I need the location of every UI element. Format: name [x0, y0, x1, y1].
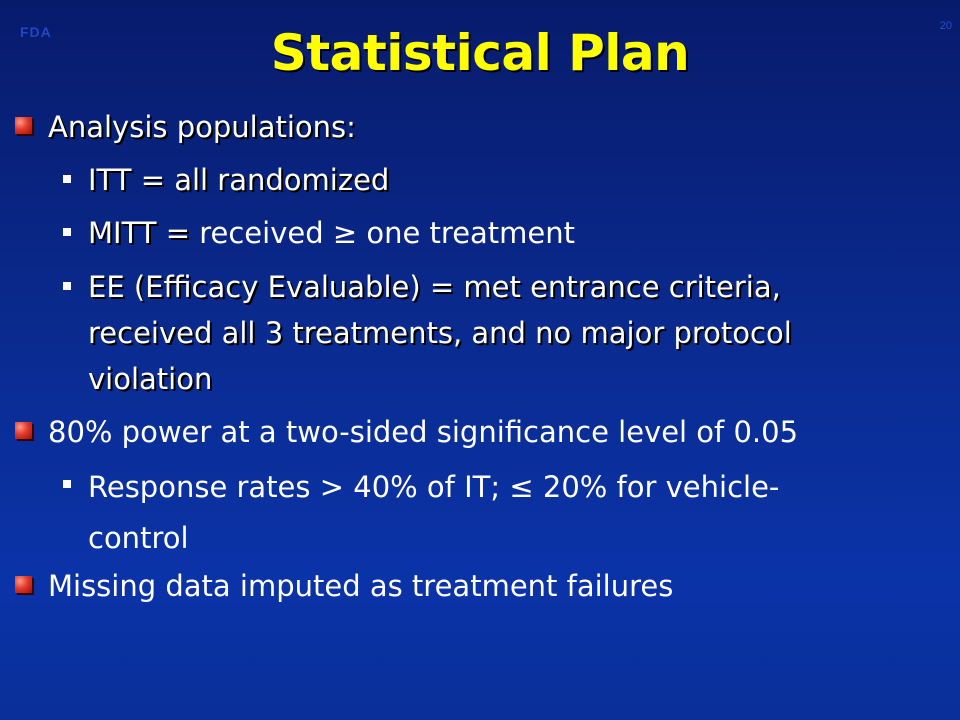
bullet-ee — [88, 264, 792, 402]
bullet-text: ITT = all randomized — [88, 163, 390, 197]
bullet-power — [48, 409, 798, 456]
bullet-itt — [88, 157, 389, 204]
red-square-icon — [15, 117, 32, 134]
bullet-missing-data — [48, 563, 673, 610]
bullet-text-line: received all 3 treatments, and no major protocol — [88, 316, 792, 350]
bullet-mitt — [88, 210, 575, 257]
bullet-response-rates — [88, 462, 779, 564]
bullet-text-rest: received ≥ one treatment — [190, 216, 576, 250]
agency-logo: FDA — [20, 24, 52, 40]
bullet-text-line: violation — [88, 362, 213, 396]
white-square-icon — [63, 282, 71, 290]
bullet-analysis-populations — [48, 104, 356, 151]
red-square-icon — [15, 576, 32, 593]
white-square-icon — [63, 175, 71, 183]
bullet-text-prefix: MITT = — [88, 216, 191, 250]
red-square-icon — [15, 422, 32, 439]
bullet-text-line: control — [88, 521, 189, 555]
page-number: 20 — [939, 20, 952, 32]
bullet-text-line: EE (Efficacy Evaluable) = met entrance criteria, — [88, 270, 781, 304]
white-square-icon — [63, 228, 71, 236]
bullet-text: Analysis populations: — [48, 110, 356, 144]
white-square-icon — [63, 480, 71, 488]
bullet-text: 80% power at a two-sided significance level of 0.05 — [48, 415, 799, 449]
slide-title: Statistical Plan — [270, 24, 690, 82]
bullet-text: Missing data imputed as treatment failures — [48, 569, 674, 603]
bullet-text-line: Response rates > 40% of IT; ≤ 20% for vehicle- — [88, 470, 780, 504]
